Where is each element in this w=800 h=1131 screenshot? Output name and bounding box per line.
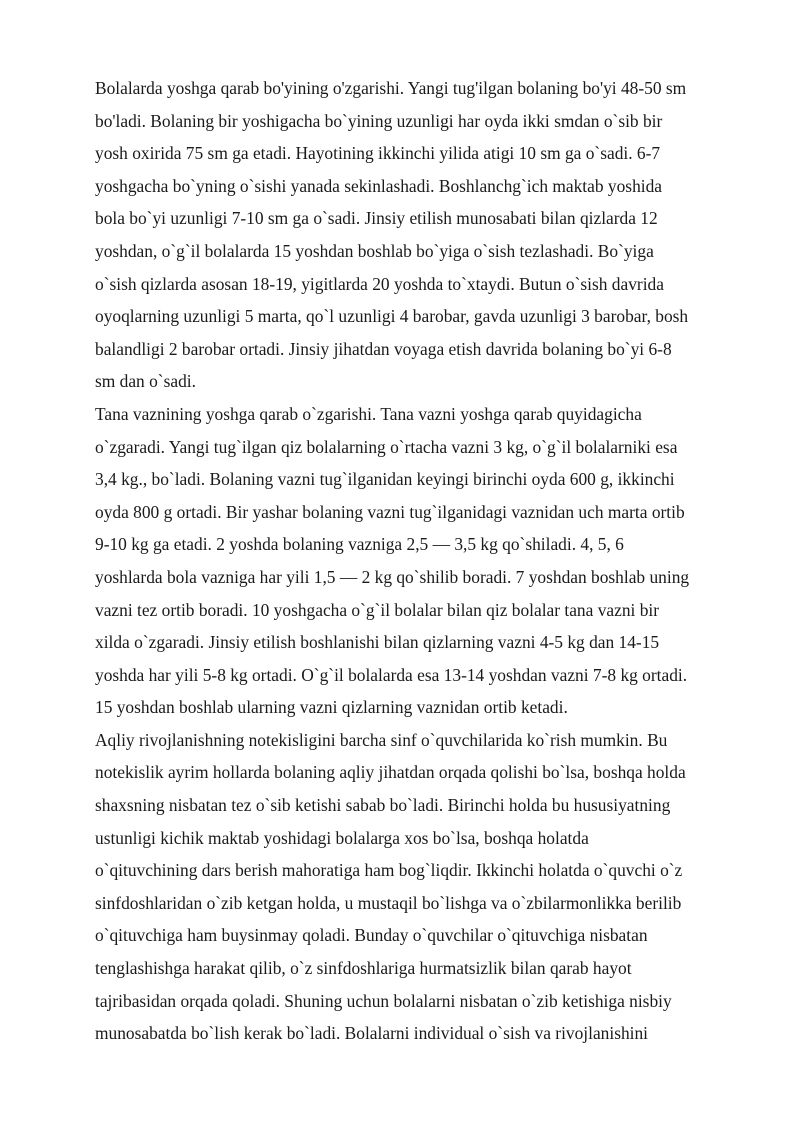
text-line: yoshgacha bo`yning o`sishi yanada sekinlashadi. Boshlanchg`ich maktab yoshida (95, 175, 663, 196)
text-line: vazni tez ortib boradi. 10 yoshgacha o`g`il bolalar bilan qiz bolalar tana vazni bir (95, 599, 660, 620)
text-line: o`sish qizlarda asosan 18-19, yigitlarda 20 yoshda to`xtaydi. Butun o`sish davrida (95, 273, 664, 294)
text-line: o`qituvchiga ham buysinmay qoladi. Bunday o`quvchilar o`qituvchiga nisbatan (95, 925, 648, 946)
text-line: yoshdan, o`g`il bolalarda 15 yoshdan boshlab bo`yiga o`sish tezlashadi. Bo`yiga (95, 240, 654, 261)
text-line: sinfdoshlaridan o`zib ketgan holda, u mustaqil bo`lishga va o`zbilarmonlikka berilib (95, 892, 682, 913)
text-line: notekislik ayrim hollarda bolaning aqliy jihatdan orqada qolishi bo`lsa, boshqa holda (95, 762, 686, 783)
text-line: bola bo`yi uzunligi 7-10 sm ga o`sadi. Jinsiy etilish munosabati bilan qizlarda 12 (95, 208, 658, 229)
text-line: o`qituvchining dars berish mahoratiga ham bog`liqdir. Ikkinchi holatda o`quvchi o`z (95, 860, 683, 881)
text-line: yoshlarda bola vazniga har yili 1,5 — 2 kg qo`shilib boradi. 7 yoshdan boshlab uning (95, 566, 690, 587)
text-line: balandligi 2 barobar ortadi. Jinsiy jihatdan voyaga etish davrida bolaning bo`yi 6-8 (95, 338, 672, 359)
text-line: ustunligi kichik maktab yoshidagi bolalarga xos bo`lsa, boshqa holatda (95, 827, 589, 848)
paragraph-weight-change (95, 398, 745, 724)
text-line: munosabatda bo`lish kerak bo`ladi. Bolalarni individual o`sish va rivojlanishini (95, 1023, 649, 1044)
text-line: sm dan o`sadi. (95, 371, 196, 392)
text-line: tenglashishga harakat qilib, o`z sinfdoshlariga hurmatsizlik bilan qarab hayot (95, 958, 632, 979)
paragraph-mental-development (95, 724, 745, 1050)
text-line: yoshda har yili 5-8 kg ortadi. O`g`il bolalarda esa 13-14 yoshdan vazni 7-8 kg ortadi. (95, 664, 688, 685)
text-line: yosh oxirida 75 sm ga etadi. Hayotining ikkinchi yilida atigi 10 sm ga o`sadi. 6-7 (95, 143, 661, 164)
paragraph-height-growth (95, 72, 745, 398)
text-line: Tana vaznining yoshga qarab o`zgarishi. Tana vazni yoshga qarab quyidagicha (95, 403, 642, 424)
text-line: 3,4 kg., bo`ladi. Bolaning vazni tug`ilganidan keyingi birinchi oyda 600 g, ikkinchi (95, 469, 675, 490)
text-line: tajribasidan orqada qoladi. Shuning uchun bolalarni nisbatan o`zib ketishiga nisbiy (95, 990, 672, 1011)
text-line: 9-10 kg ga etadi. 2 yoshda bolaning vazniga 2,5 — 3,5 kg qo`shiladi. 4, 5, 6 (95, 534, 624, 555)
text-line: o`zgaradi. Yangi tug`ilgan qiz bolalarning o`rtacha vazni 3 kg, o`g`il bolalarniki esa (95, 436, 678, 457)
text-line: Bolalarda yoshga qarab bo'yining o'zgarishi. Yangi tug'ilgan bolaning bo'yi 48-50 sm (95, 78, 687, 98)
text-line: shaxsning nisbatan tez o`sib ketishi sabab bo`ladi. Birinchi holda bu hususiyatning (95, 795, 671, 816)
text-line: oyda 800 g ortadi. Bir yashar bolaning vazni tug`ilganidagi vaznidan uch marta ortib (95, 501, 685, 522)
text-line: xilda o`zgaradi. Jinsiy etilish boshlanishi bilan qizlarning vazni 4-5 kg dan 14-15 (95, 632, 660, 653)
document-page (95, 72, 745, 1050)
text-line: 15 yoshdan boshlab ularning vazni qizlarning vaznidan ortib ketadi. (95, 697, 568, 718)
text-line: oyoqlarning uzunligi 5 marta, qo`l uzunligi 4 barobar, gavda uzunligi 3 barobar, bosh (95, 306, 689, 327)
text-line: bo'ladi. Bolaning bir yoshigacha bo`yining uzunligi har oyda ikki smdan o`sib bir (95, 110, 663, 131)
text-line: Aqliy rivojlanishning notekisligini barcha sinf o`quvchilarida ko`rish mumkin. Bu (95, 729, 668, 750)
